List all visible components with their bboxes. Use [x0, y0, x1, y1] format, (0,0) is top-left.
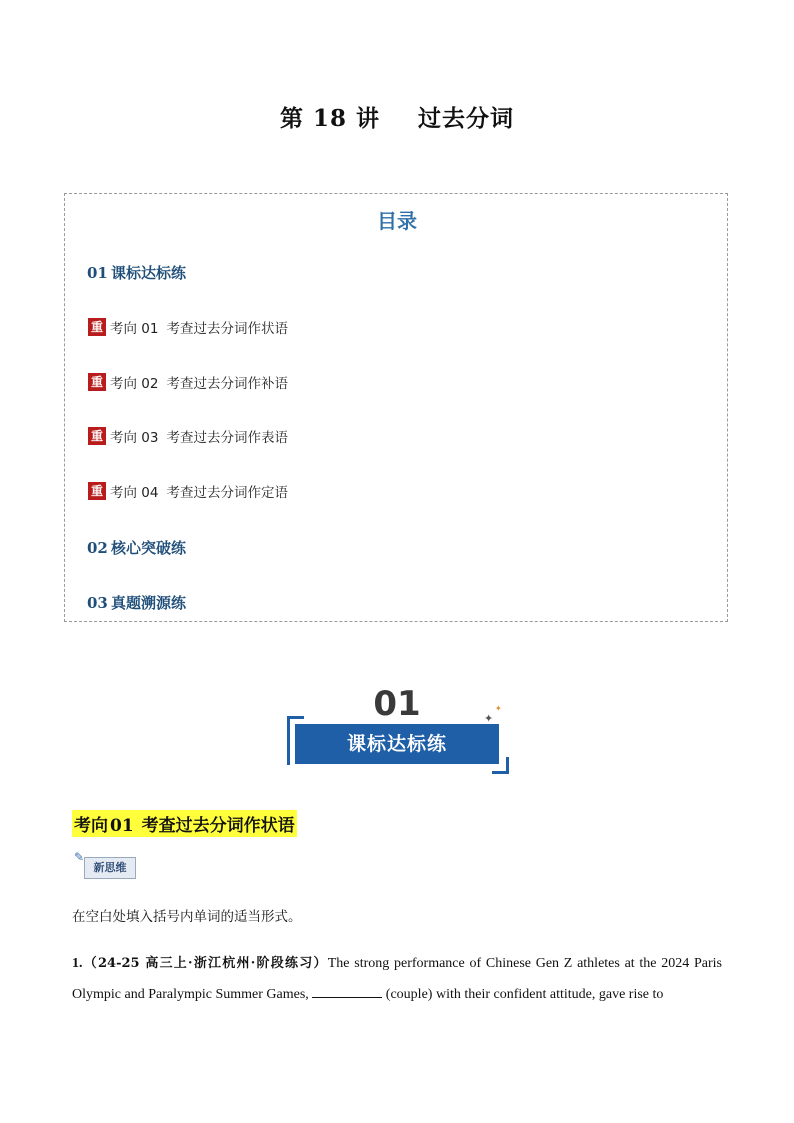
toc-item-4[interactable] — [88, 481, 288, 501]
toc-section-number: 02 — [87, 539, 108, 557]
toc-item-label: 考查过去分词作表语 — [166, 430, 288, 446]
lecture-number: 第 18 讲 — [279, 105, 381, 132]
toc-item-label: 考查过去分词作补语 — [166, 376, 288, 392]
toc-item-code: 考向 03 — [110, 430, 159, 446]
toc-section-number: 01 — [87, 264, 108, 282]
toc-section-1[interactable] — [87, 262, 186, 283]
toc-section-label: 课标达标练 — [111, 264, 187, 282]
focus-heading-number: 01 — [110, 816, 134, 836]
toc-section-number: 03 — [87, 594, 108, 612]
pushpin-icon: ✎ — [74, 850, 85, 864]
page-title — [0, 100, 794, 133]
toc-item-2[interactable] — [88, 372, 288, 392]
toc-section-label: 真题溯源练 — [111, 594, 187, 612]
toc-section-3[interactable] — [87, 592, 186, 613]
key-point-badge-icon: 重 — [88, 427, 106, 445]
toc-item-code: 考向 04 — [110, 485, 159, 501]
new-thinking-label: 新思维 — [84, 857, 136, 879]
focus-heading — [72, 810, 297, 837]
sparkle-icon: ✦ — [495, 704, 502, 713]
toc-item-code: 考向 02 — [110, 376, 159, 392]
question-1 — [72, 948, 722, 1010]
toc-item-code: 考向 01 — [110, 321, 159, 337]
section-banner-number: 01 — [373, 684, 421, 724]
question-hint: (couple) — [385, 987, 433, 1002]
question-number: 1. — [72, 956, 83, 971]
section-banner-label: 课标达标练 — [295, 724, 499, 764]
toc-item-label: 考查过去分词作状语 — [166, 321, 288, 337]
toc-section-label: 核心突破练 — [111, 539, 187, 557]
key-point-badge-icon: 重 — [88, 373, 106, 391]
question-text-before: The strong performance of Chinese Gen Z athletes at the 2024 Paris Olympic and Paralympic Summer Games, — [72, 956, 723, 1002]
toc-item-1[interactable] — [88, 317, 288, 337]
question-text-after: with their confident attitude, gave rise to — [435, 987, 664, 1002]
toc-item-3[interactable] — [88, 426, 288, 446]
toc-item-label: 考查过去分词作定语 — [166, 485, 288, 501]
section-banner — [287, 716, 509, 774]
instruction-text: 在空白处填入括号内单词的适当形式。 — [72, 909, 302, 925]
new-thinking-tag — [74, 850, 136, 880]
key-point-badge-icon: 重 — [88, 482, 106, 500]
lecture-topic: 过去分词 — [418, 105, 515, 132]
toc-heading: 目录 — [377, 209, 417, 233]
question-source: （24-25 高三上·浙江杭州·阶段练习） — [82, 956, 328, 971]
answer-blank[interactable] — [312, 983, 382, 998]
focus-heading-label: 考查过去分词作状语 — [141, 816, 295, 836]
toc-section-2[interactable] — [87, 537, 186, 558]
key-point-badge-icon: 重 — [88, 318, 106, 336]
focus-heading-prefix: 考向 — [74, 816, 108, 836]
sparkle-icon: ✦ — [484, 712, 494, 725]
